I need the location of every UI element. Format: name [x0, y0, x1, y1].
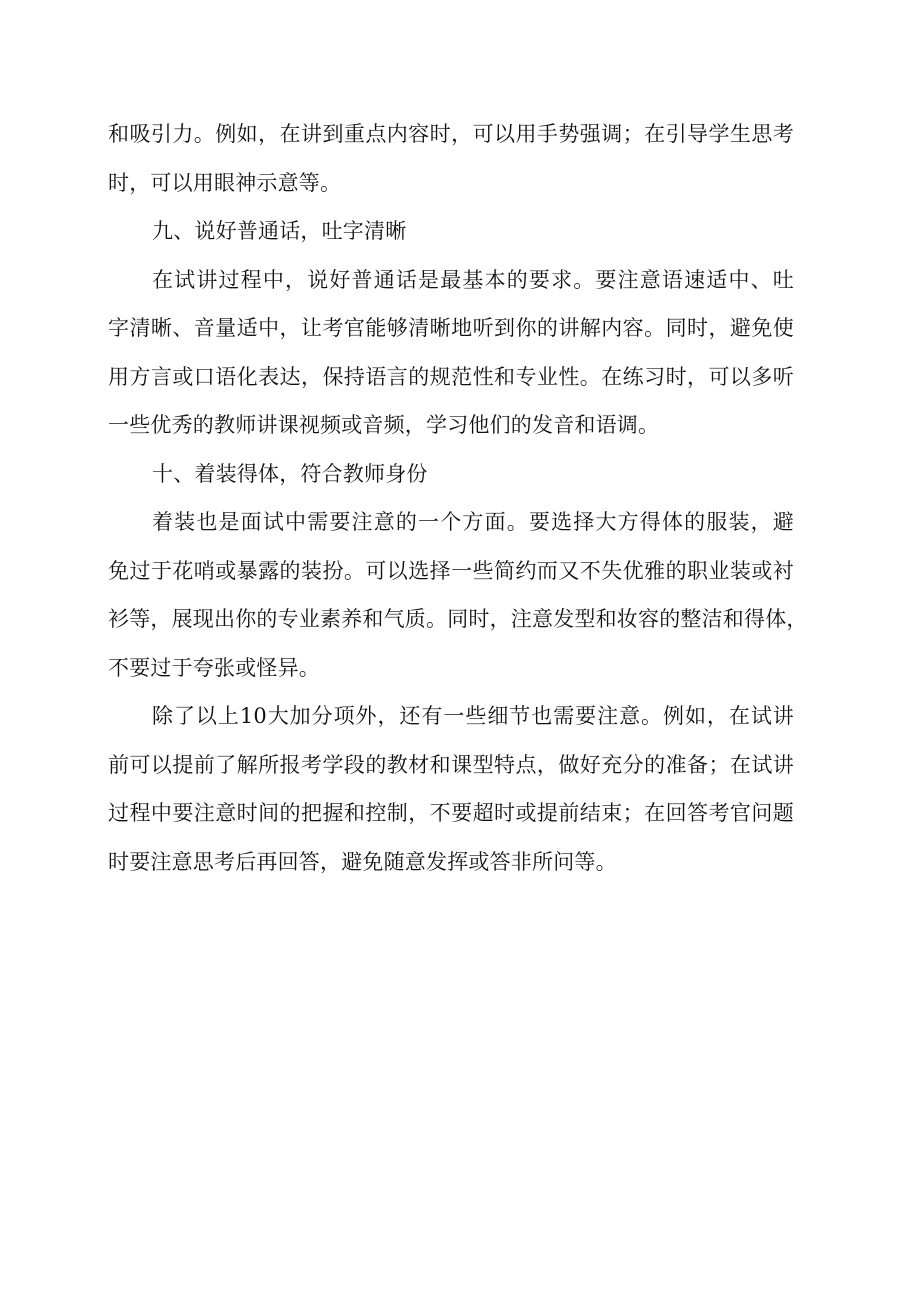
paragraph-line: 和吸引力。例如，在讲到重点内容时，可以用手势强调；在引导学生思考 — [108, 122, 794, 146]
paragraph-line: 前可以提前了解所报考学段的教材和课型特点，做好充分的准备；在试讲 — [108, 752, 794, 777]
paragraph-line: 过程中要注意时间的把握和控制，不要超时或提前结束；在回答考官问题 — [108, 801, 794, 825]
paragraph-line: 着装也是面试中需要注意的一个方面。要选择大方得体的服装，避 — [152, 510, 794, 534]
paragraph-line: 除了以上10大加分项外，还有一些细节也需要注意。例如，在试讲 — [152, 704, 794, 728]
paragraph-line: 不要过于夸张或怪异。 — [108, 655, 320, 680]
paragraph-line: 在试讲过程中，说好普通话是最基本的要求。要注意语速适中、吐 — [152, 267, 794, 292]
paragraph-line: 用方言或口语化表达，保持语言的规范性和专业性。在练习时，可以多听 — [108, 364, 794, 389]
paragraph-line: 时要注意思考后再回答，避免随意发挥或答非所问等。 — [108, 849, 617, 874]
paragraph-line: 时，可以用眼神示意等。 — [108, 170, 342, 195]
paragraph-line: 字清晰、音量适中，让考官能够清晰地听到你的讲解内容。同时，避免使 — [108, 316, 794, 340]
document-body — [108, 110, 808, 886]
paragraph-line: 一些优秀的教师讲课视频或音频，学习他们的发音和语调。 — [108, 413, 660, 437]
paragraph-line: 免过于花哨或暴露的装扮。可以选择一些简约而又不失优雅的职业装或衬 — [108, 558, 794, 583]
section-heading-10: 十、着装得体，符合教师身份 — [152, 461, 428, 486]
section-heading-9: 九、说好普通话，吐字清晰 — [152, 219, 407, 243]
paragraph-line: 衫等，展现出你的专业素养和气质。同时，注意发型和妆容的整洁和得体， — [108, 607, 808, 631]
